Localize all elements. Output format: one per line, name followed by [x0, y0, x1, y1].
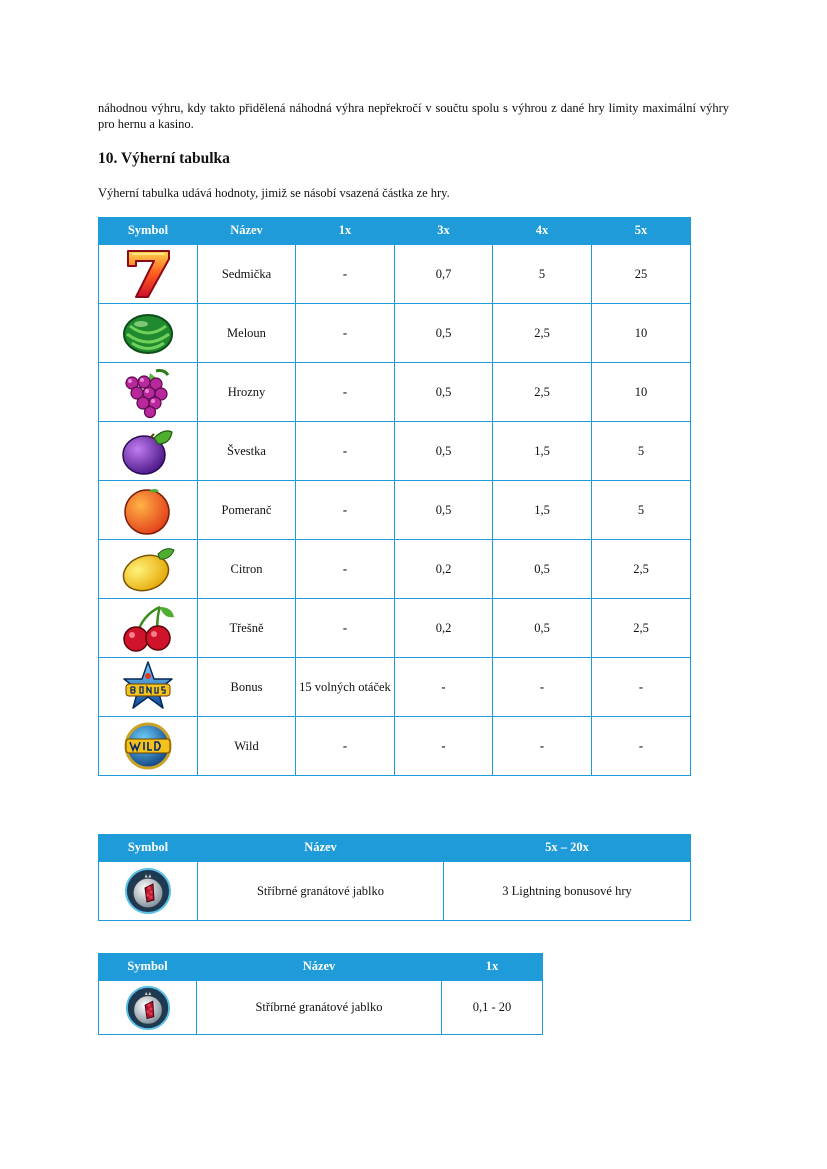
plum-icon: [120, 424, 176, 478]
symbol-name: Meloun: [198, 304, 296, 363]
table-row: [99, 363, 691, 422]
symbol-cell: [99, 304, 198, 363]
lightning-header-row: [99, 834, 691, 862]
symbol-cell: [99, 599, 198, 658]
watermelon-icon: [121, 306, 175, 360]
header-name: Název: [198, 217, 296, 245]
table-row: [99, 862, 691, 921]
header-symbol: Symbol: [99, 953, 197, 981]
symbol-cell: [99, 422, 198, 481]
payout-1x: 15 volných otáček: [296, 658, 395, 717]
payout-3x: -: [395, 658, 493, 717]
wild-icon: [121, 719, 175, 773]
payout-1x: -: [296, 599, 395, 658]
payout-4x: 0,5: [493, 540, 592, 599]
lightning-value: 3 Lightning bonusové hry: [444, 862, 691, 921]
symbol-name: Bonus: [198, 658, 296, 717]
grapes-icon: [120, 365, 176, 419]
table-row: [99, 540, 691, 599]
seven-icon: [121, 247, 175, 301]
payout-4x: 2,5: [493, 304, 592, 363]
table-row: [99, 658, 691, 717]
lightning-table: [98, 834, 691, 921]
symbol-name: Stříbrné granátové jablko: [198, 862, 444, 921]
payout-1x: -: [296, 363, 395, 422]
payout-3x: -: [395, 717, 493, 776]
intro-paragraph: náhodnou výhru, kdy takto přidělená náhodná výhra nepřekročí v součtu spolu s výhrou z dané hry limity maximální výhry pro hernu a kasino.: [98, 101, 729, 131]
symbol-cell: [99, 481, 198, 540]
silver-pomegranate-icon: [124, 984, 172, 1032]
payout-4x: 1,5: [493, 481, 592, 540]
table-row: [99, 717, 691, 776]
payout-4x: 2,5: [493, 363, 592, 422]
symbol-cell: [99, 862, 198, 921]
symbol-name: Švestka: [198, 422, 296, 481]
payout-1x: -: [296, 422, 395, 481]
symbol-cell: [99, 245, 198, 304]
header-name: Název: [198, 834, 444, 862]
symbol-name: Pomeranč: [198, 481, 296, 540]
payout-1x: -: [296, 304, 395, 363]
symbol-name: Třešně: [198, 599, 296, 658]
header-1x: 1x: [442, 953, 543, 981]
symbol-cell: [99, 717, 198, 776]
payout-5x: 5: [592, 422, 691, 481]
symbol-cell: [99, 540, 198, 599]
header-name: Název: [197, 953, 442, 981]
payout-5x: 10: [592, 363, 691, 422]
symbol-name: Citron: [198, 540, 296, 599]
orange-icon: [121, 483, 175, 537]
payout-5x: 2,5: [592, 540, 691, 599]
pomegranate-header-row: [99, 953, 543, 981]
paytable: [98, 217, 691, 776]
payout-3x: 0,7: [395, 245, 493, 304]
paytable-header-row: [99, 217, 691, 245]
payout-5x: -: [592, 658, 691, 717]
payout-4x: -: [493, 658, 592, 717]
payout-4x: 0,5: [493, 599, 592, 658]
symbol-name: Sedmička: [198, 245, 296, 304]
payout-1x: -: [296, 717, 395, 776]
header-3x: 3x: [395, 217, 493, 245]
payout-5x: 5: [592, 481, 691, 540]
symbol-name: Hrozny: [198, 363, 296, 422]
payout-4x: 5: [493, 245, 592, 304]
payout-4x: -: [493, 717, 592, 776]
pomegranate-table: [98, 953, 543, 1035]
payout-5x: 25: [592, 245, 691, 304]
payout-4x: 1,5: [493, 422, 592, 481]
symbol-cell: [99, 981, 197, 1035]
symbol-name: Wild: [198, 717, 296, 776]
table-row: [99, 481, 691, 540]
payout-1x: -: [296, 540, 395, 599]
symbol-cell: [99, 658, 198, 717]
lemon-icon: [120, 542, 176, 596]
payout-5x: 10: [592, 304, 691, 363]
symbol-name: Stříbrné granátové jablko: [197, 981, 442, 1035]
payout-3x: 0,2: [395, 540, 493, 599]
pomegranate-value: 0,1 - 20: [442, 981, 543, 1035]
bonus-star-icon: [121, 660, 175, 714]
payout-3x: 0,2: [395, 599, 493, 658]
payout-1x: -: [296, 481, 395, 540]
table-row: [99, 599, 691, 658]
symbol-cell: [99, 363, 198, 422]
table-row: [99, 422, 691, 481]
header-5x: 5x: [592, 217, 691, 245]
payout-5x: 2,5: [592, 599, 691, 658]
cherries-icon: [120, 601, 176, 655]
payout-3x: 0,5: [395, 422, 493, 481]
header-4x: 4x: [493, 217, 592, 245]
payout-3x: 0,5: [395, 304, 493, 363]
payout-1x: -: [296, 245, 395, 304]
header-range: 5x – 20x: [444, 834, 691, 862]
payout-3x: 0,5: [395, 481, 493, 540]
header-symbol: Symbol: [99, 217, 198, 245]
section-heading: 10. Výherní tabulka: [98, 150, 230, 167]
payout-5x: -: [592, 717, 691, 776]
table-row: [99, 981, 543, 1035]
silver-pomegranate-icon: [123, 866, 173, 916]
section-intro: Výherní tabulka udává hodnoty, jimiž se násobí vsazená částka ze hry.: [98, 186, 450, 200]
table-row: [99, 304, 691, 363]
header-symbol: Symbol: [99, 834, 198, 862]
header-1x: 1x: [296, 217, 395, 245]
table-row: [99, 245, 691, 304]
payout-3x: 0,5: [395, 363, 493, 422]
